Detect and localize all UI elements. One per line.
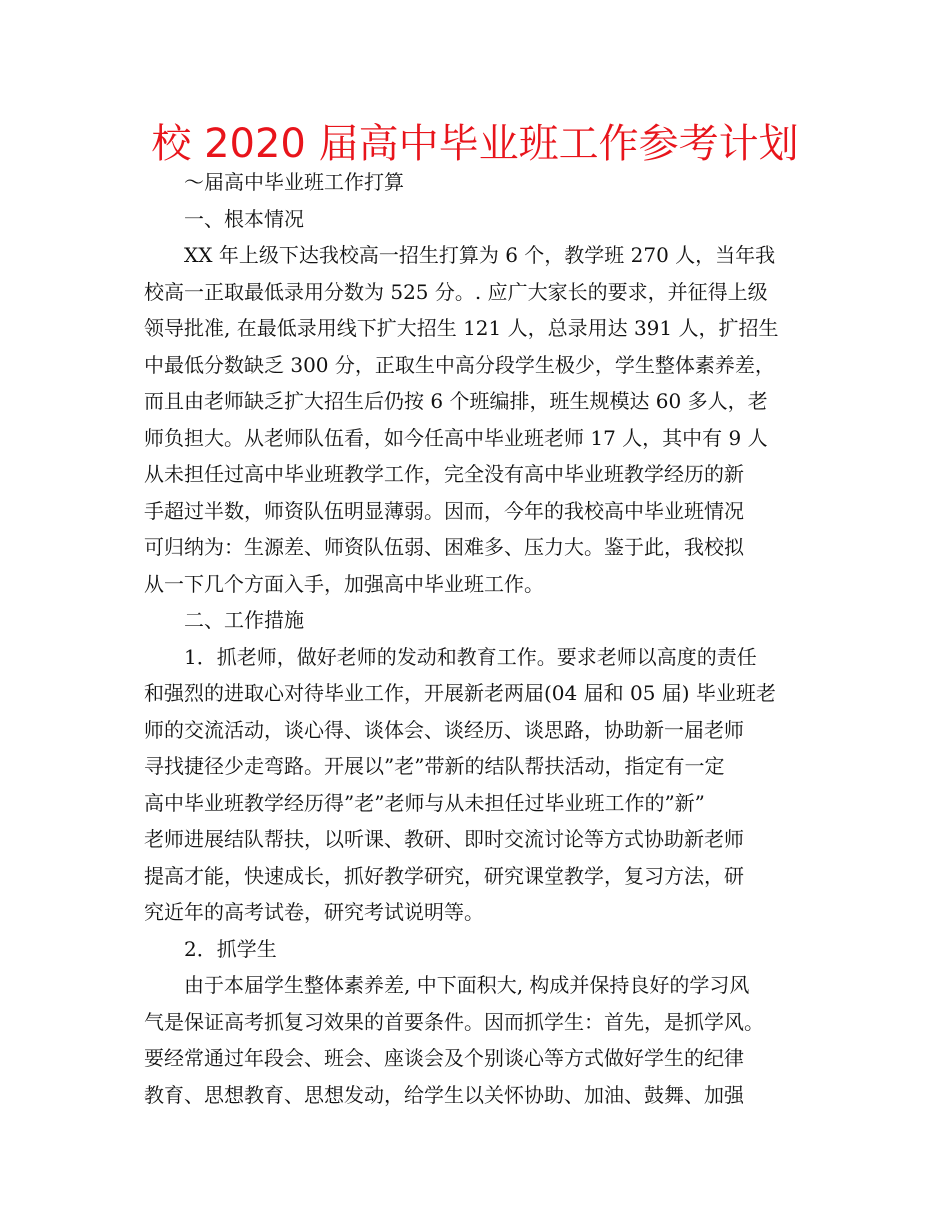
paragraph-line: 由于本届学生整体素养差, 中下面积大, 构成并保持良好的学习风 — [184, 973, 750, 997]
paragraph-line: 领导批准, 在最低录用线下扩大招生 121 人，总录用达 391 人，扩招生 — [144, 316, 779, 340]
paragraph-line: 师负担大。从老师队伍看，如今任高中毕业班老师 17 人，其中有 9 人 — [144, 425, 768, 450]
section-heading: 一、根本情况 — [184, 206, 304, 231]
paragraph-line: 中最低分数缺乏 300 分，正取生中高分段学生极少，学生整体素养差， — [144, 352, 775, 377]
paragraph-line: XX 年上级下达我校高一招生打算为 6 个，教学班 270 人，当年我 — [184, 243, 776, 267]
paragraph-line: 从未担任过高中毕业班教学工作，完全没有高中毕业班教学经历的新 — [144, 462, 744, 486]
paragraph-line: 提高才能，快速成长，抓好教学研究，研究课堂教学，复习方法，研 — [144, 863, 744, 888]
paragraph-line: 究近年的高考试卷，研究考试说明等。 — [144, 900, 484, 924]
paragraph-line: 要经常通过年段会、班会、座谈会及个别谈心等方式做好学生的纪律 — [144, 1046, 744, 1070]
subtitle-line: ～届高中毕业班工作打算 — [184, 170, 404, 194]
paragraph-line: 校高一正取最低录用分数为 525 分。. 应广大家长的要求，并征得上级 — [144, 279, 768, 304]
paragraph-line: 而且由老师缺乏扩大招生后仍按 6 个班编排，班生规模达 60 多人，老 — [144, 389, 768, 413]
paragraph-line: 高中毕业班教学经历得”老”老师与从未担任过毕业班工作的”新” — [144, 790, 705, 815]
paragraph-line: 老师进展结队帮扶，以听课、教研、即时交流讨论等方式协助新老师 — [144, 827, 744, 851]
document-body — [144, 164, 814, 1113]
paragraph-line: 1．抓老师，做好老师的发动和教育工作。要求老师以高度的责任 — [184, 644, 757, 669]
paragraph-line: 可归纳为：生源差、师资队伍弱、困难多、压力大。鉴于此，我校拟 — [144, 535, 744, 559]
paragraph-line: 师的交流活动，谈心得、谈体会、谈经历、谈思路，协助新一届老师 — [144, 717, 744, 742]
document-title: 校 2020 届高中毕业班工作参考计划 — [151, 121, 799, 167]
paragraph-line: 从一下几个方面入手，加强高中毕业班工作。 — [144, 571, 544, 596]
section-heading: 2．抓学生 — [184, 936, 277, 961]
paragraph-line: 手超过半数，师资队伍明显薄弱。因而，今年的我校高中毕业班情况 — [144, 498, 744, 523]
paragraph-line: 寻找捷径少走弯路。开展以”老”带新的结队帮扶活动，指定有一定 — [144, 754, 725, 778]
paragraph-line: 气是保证高考抓复习效果的首要条件。因而抓学生：首先，是抓学风。 — [144, 1009, 764, 1034]
paragraph-line: 教育、思想教育、思想发动，给学生以关怀协助、加油、鼓舞、加强 — [144, 1082, 744, 1107]
section-heading: 二、工作措施 — [184, 608, 304, 632]
paragraph-line: 和强烈的进取心对待毕业工作，开展新老两届(04 届和 05 届) 毕业班老 — [144, 681, 776, 705]
